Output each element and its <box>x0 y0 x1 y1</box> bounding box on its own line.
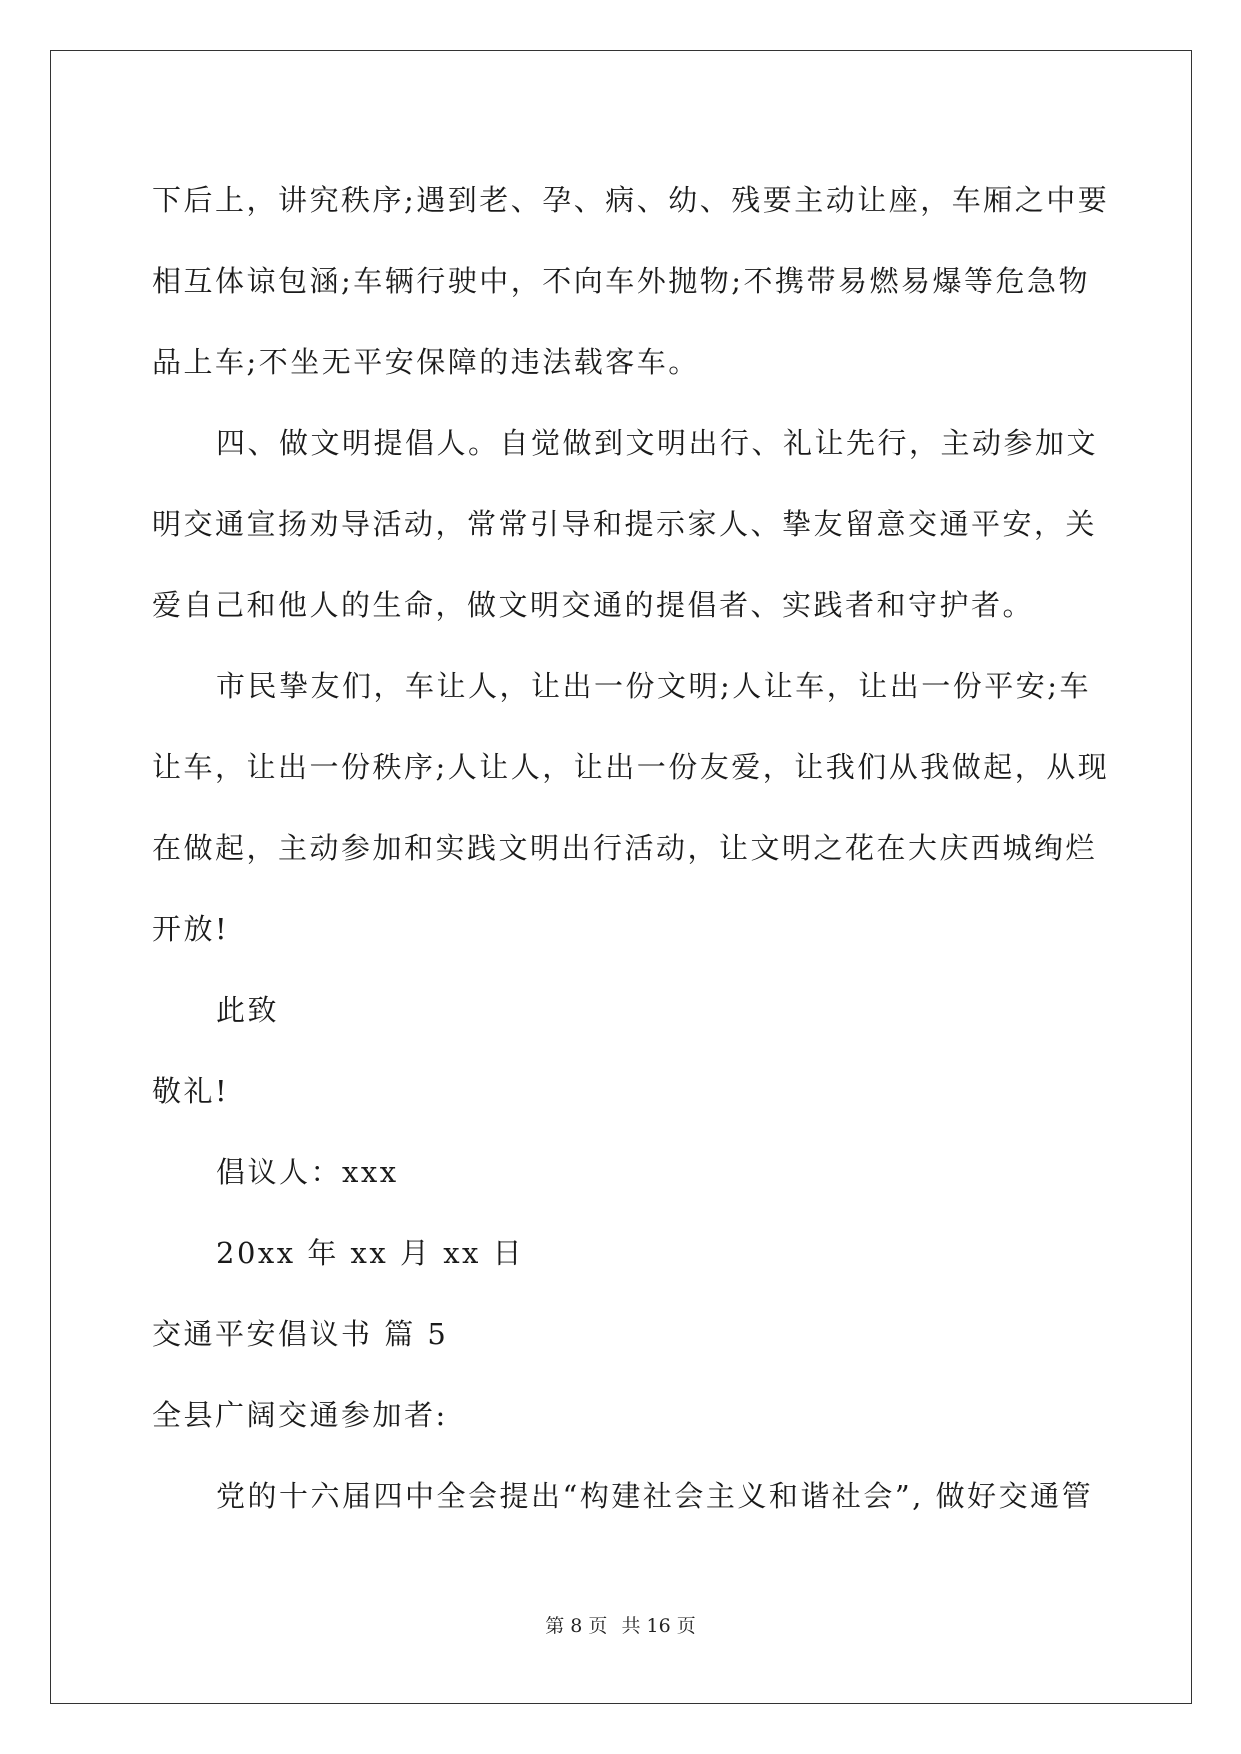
section-heading: 交通平安倡议书 篇 5 <box>152 1317 449 1351</box>
addressee-line: 全县广阔交通参加者: <box>152 1398 448 1432</box>
document-body <box>152 160 1110 1537</box>
text-line-2: 相互体谅包涵;车辆行驶中，不向车外抛物;不携带易燃易爆等危急物 <box>152 264 1091 298</box>
text-line-7: 市民挚友们，车让人，让出一份文明;人让车，让出一份平安;车 <box>216 669 1092 703</box>
date-line: 20xx 年 xx 月 xx 日 <box>216 1236 525 1270</box>
text-line-9: 在做起，主动参加和实践文明出行活动，让文明之花在大庆西城绚烂 <box>152 831 1098 865</box>
page-number: 第 8 页 <box>545 1615 608 1637</box>
page-total: 共 16 页 <box>621 1615 696 1637</box>
text-line-4: 四、做文明提倡人。自觉做到文明出行、礼让先行，主动参加文 <box>216 426 1099 460</box>
text-line-5: 明交通宣扬劝导活动，常常引导和提示家人、挚友留意交通平安，关 <box>152 507 1098 541</box>
text-line-1: 下后上，讲究秩序;遇到老、孕、病、幼、残要主动让座，车厢之中要 <box>152 183 1110 217</box>
text-line-6: 爱自己和他人的生命，做文明交通的提倡者、实践者和守护者。 <box>152 588 1035 622</box>
salutation-closing: 此致 <box>216 993 280 1027</box>
text-line-3: 品上车;不坐无平安保障的违法载客车。 <box>152 345 700 379</box>
text-line-8: 让车，让出一份秩序;人让人，让出一份友爱，让我们从我做起，从现 <box>152 750 1110 784</box>
text-line-17: 党的十六届四中全会提出“构建社会主义和谐社会”, 做好交通管 <box>216 1479 1094 1513</box>
text-line-10: 开放! <box>152 912 230 946</box>
proposer-line: 倡议人：xxx <box>216 1155 399 1189</box>
page-footer <box>0 1611 1241 1638</box>
salutation-respect: 敬礼! <box>152 1074 230 1108</box>
